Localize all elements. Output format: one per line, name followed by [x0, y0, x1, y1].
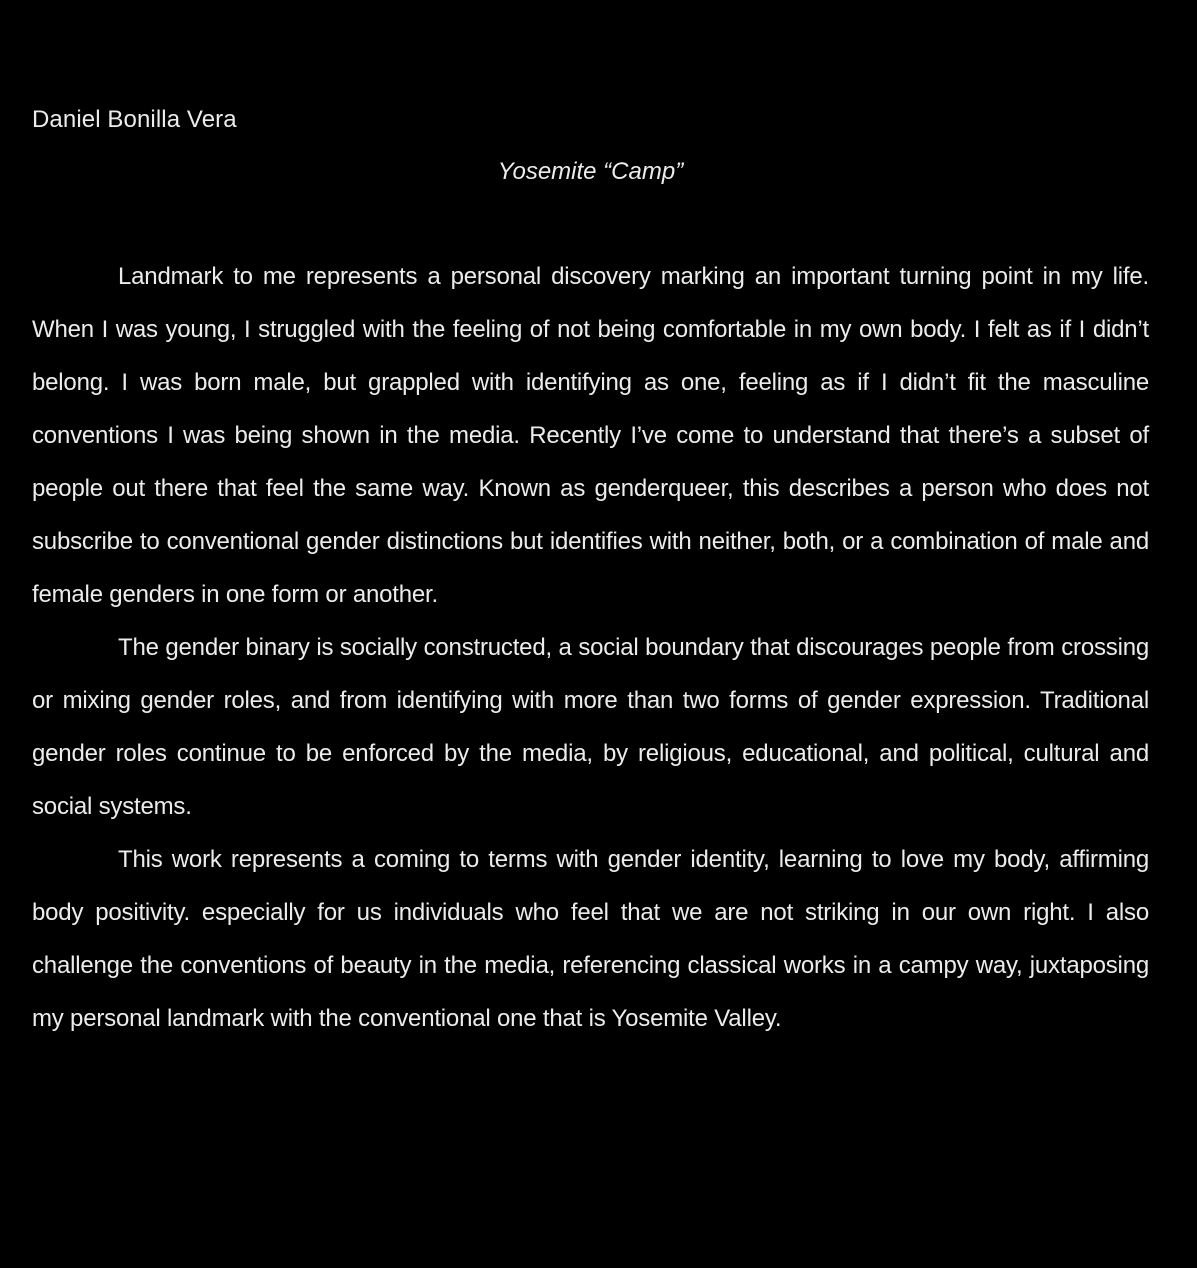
- document-page: [32, 0, 1149, 1268]
- document-title: Yosemite “Camp”: [497, 158, 684, 185]
- document-body: [32, 250, 1149, 1045]
- paragraph-gender-binary: The gender binary is socially constructed, a social boundary that discourages people from crossing or mixing gender roles, and from identifying with more than two forms of gender expression. Traditional gender roles continue to be enforced by the media, by religious, educational, and political, cultural and social systems.: [32, 634, 1149, 820]
- paragraph-this-work: This work represents a coming to terms with gender identity, learning to love my body, affirming body positivity. especially for us individuals who feel that we are not striking in our own right. I also challenge the conventions of beauty in the media, referencing classical works in a campy way, juxtaposing my personal landmark with the conventional one that is Yosemite Valley.: [32, 846, 1149, 1032]
- paragraph-landmark: Landmark to me represents a personal discovery marking an important turning point in my life. When I was young, I struggled with the feeling of not being comfortable in my own body. I felt as if I didn’t belong. I was born male, but grappled with identifying as one, feeling as if I didn’t fit the masculine conventions I was being shown in the media. Recently I’ve come to understand that there’s a subset of people out there that feel the same way. Known as genderqueer, this describes a person who does not subscribe to conventional gender distinctions but identifies with neither, both, or a combination of male and female genders in one form or another.: [32, 263, 1149, 608]
- author-name: Daniel Bonilla Vera: [32, 106, 237, 133]
